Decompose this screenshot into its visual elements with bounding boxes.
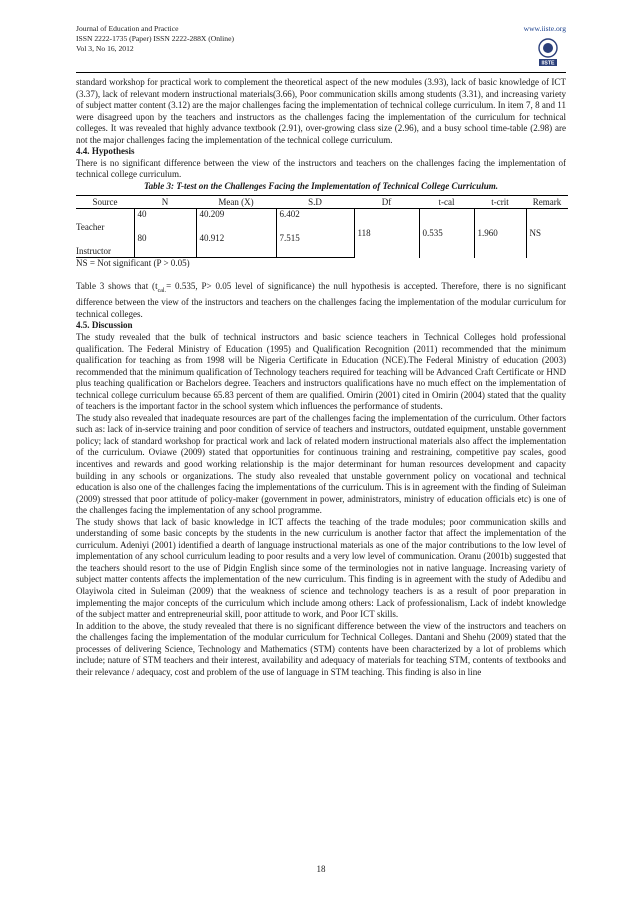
col-tcrit: t-crit	[474, 196, 526, 209]
header-right	[524, 24, 566, 34]
col-sd: S.D	[276, 196, 354, 209]
table-note: NS = Not significant (P > 0.05)	[76, 258, 190, 269]
col-source: Source	[76, 196, 134, 209]
logo-text: IISTE	[541, 60, 555, 67]
table-caption: Table 3: T-test on the Challenges Facing the Implementation of Technical College Curriculum.	[143, 180, 499, 191]
ttest-table	[76, 195, 568, 258]
header-left	[76, 24, 566, 54]
cell-sd: 7.515	[276, 233, 354, 258]
paragraph-resources: The study also revealed that inadequate resources are part of the challenges facing the implementation of the curriculum. Other factors such as: lack of in-service training and poor condition of service of teachers and instructors, outdated equipment, unstable government policy; lack of standard workshop for practical work and lack of related modern instructional materials also affect the implementation of the curriculum. Oviawe (2009) stated that opportunities for continuous training and restraining, competitive pay scales, good incentives and rewards and good working relationship is the major determinant for human resources development and capacity building in any schools or organizations. The study also revealed that unstable government policy on vocational and technical education is also one of the challenges facing the implementations of the curriculum. This is in agreement with the finding of Suleiman (2009) stressed that poor attitude of policy-maker (government in power, administrators, ministry of education officials etc) is one of the challenges facing the implementation of any school programme.	[76, 412, 566, 516]
cell-n: 80	[134, 233, 196, 258]
table-header-row	[76, 196, 568, 209]
issn-line: ISSN 2222-1735 (Paper) ISSN 2222-288X (Online)	[76, 34, 234, 43]
cell-sd: 6.402	[276, 209, 354, 234]
cell-n: 40	[134, 209, 196, 234]
paragraph-findings: standard workshop for practical work to complement the theoretical aspect of the new modules (3.93), lack of basic knowledge of ICT (3.37), lack of relevant modern instructional materials(3.66), Poor communication skills among students (3.31), and increasing variety of subject matter content (3.12) are the major challenges facing the implementation of technical college curriculum. In item 7, 8 and 11 were disagreed upon by the teachers and instructors as the challenges facing the implementation of the curriculum for technical colleges. It was revealed that highly advance textbook (2.91), over-growing class size (2.96), and a busy school time-table (2.98) are not the major challenges facing the implementation of the technical college curriculum.	[76, 77, 566, 145]
col-df: Df	[354, 196, 419, 209]
heading-discussion: 4.5. Discussion	[76, 320, 133, 331]
cell-mean: 40.912	[196, 233, 276, 258]
heading-hypothesis: 4.4. Hypothesis	[76, 146, 135, 157]
iiste-logo-icon	[536, 37, 560, 67]
paragraph-hypothesis: There is no significant difference between the view of the instructors and teachers on the challenges facing the implementation of technical college curriculum.	[76, 157, 566, 180]
article-body	[76, 77, 566, 678]
cell-tcrit: 1.960	[474, 209, 526, 258]
header-rule	[76, 72, 566, 73]
running-header	[76, 24, 566, 72]
cell-source: Teacher	[76, 221, 105, 232]
col-mean: Mean (X)	[196, 196, 276, 209]
paragraph-no-difference: In addition to the above, the study revealed that there is no significant difference between the view of the instructors and teachers on the challenges facing the implementation of the modular curriculum for Technical Colleges. Dantani and Shehu (2009) stated that the processes of delivering Science, Technology and Mathematics (STM) contents have been characterized by a lot of problems which include; nature of STM teachers and their interest, availability and adequacy of materials for teaching STM, contents of textbooks and their relevance / adequacy, cost and problem of the use of language in STM teaching. This finding is also in line	[76, 620, 566, 677]
volume-line: Vol 3, No 16, 2012	[76, 44, 134, 53]
paragraph-qualification: The study revealed that the bulk of technical instructors and basic science teachers in Technical Colleges hold professional qualification. The Federal Ministry of Education (1995) and Qualification Recognition (2011) recommended that the minimum qualification for teaching as from 1998 will be Nigeria Certificate in Education (NCE).The Federal Ministry of education (2003) recommended that the minimum qualification of Technology teachers required for teaching will be Advanced Craft Certificate or HND plus teaching qualification or Bachelors degree. Teachers and instructors qualifications have no much effect on the implementation of technical college curriculum because 65.83 percent of them are qualified. Omirin (2001) cited in Omirin (2004) stated that the quality of teachers is the important factor in the school system which influences the performance of students.	[76, 332, 566, 412]
cell-mean: 40.209	[196, 209, 276, 234]
page-number: 18	[316, 864, 326, 874]
col-tcal: t-cal	[419, 196, 474, 209]
journal-url[interactable]: www.iiste.org	[523, 24, 566, 33]
col-remark: Remark	[526, 196, 568, 209]
journal-name: Journal of Education and Practice	[76, 24, 179, 33]
cell-remark: NS	[526, 209, 568, 258]
page	[76, 24, 567, 874]
col-n: N	[134, 196, 196, 209]
paragraph-ict: The study shows that lack of basic knowledge in ICT affects the teaching of the trade modules; poor communication skills and understanding of some basic concepts by the students in the new curriculum is another factor that affect the implementation of the curriculum. Adeniyi (2001) identified a dearth of language instructional materials as one of the major contributions to the low level of implementation of any school curriculum leading to poor results and a very low level of communication. Oranu (2001b) suggested that the teachers should resort to the use of Pidgin English since some of the terminologies not in native language. Increasing variety of subject matter contents affects the implementation of the new curriculum. This finding is in agreement with the study of Adedibu and Olayiwola cited in Suleiman (2009) that the weakness of science and technology teachers is as a result of poor preparation in implementing the major concepts of the curriculum which include among others: Lack of professionalism, Lack of indebt knowledge of the subject matter and entrepreneurial skill, poor attitude to work, and Poor ICT skills.	[76, 516, 566, 620]
cell-source: Instructor	[76, 233, 134, 258]
cell-df: 118	[354, 209, 419, 258]
table-row	[76, 209, 568, 234]
paragraph-table-result: Table 3 shows that ($t_{cal.}= 0.535$, P> 0.05 level of significance) the null hypothesis is accepted. Therefore, there is no significant difference between the view of the instructors and teachers on the challenges facing the implementation of the modular curriculum for technical colleges.	[76, 281, 567, 319]
cell-tcal: 0.535	[419, 209, 474, 258]
